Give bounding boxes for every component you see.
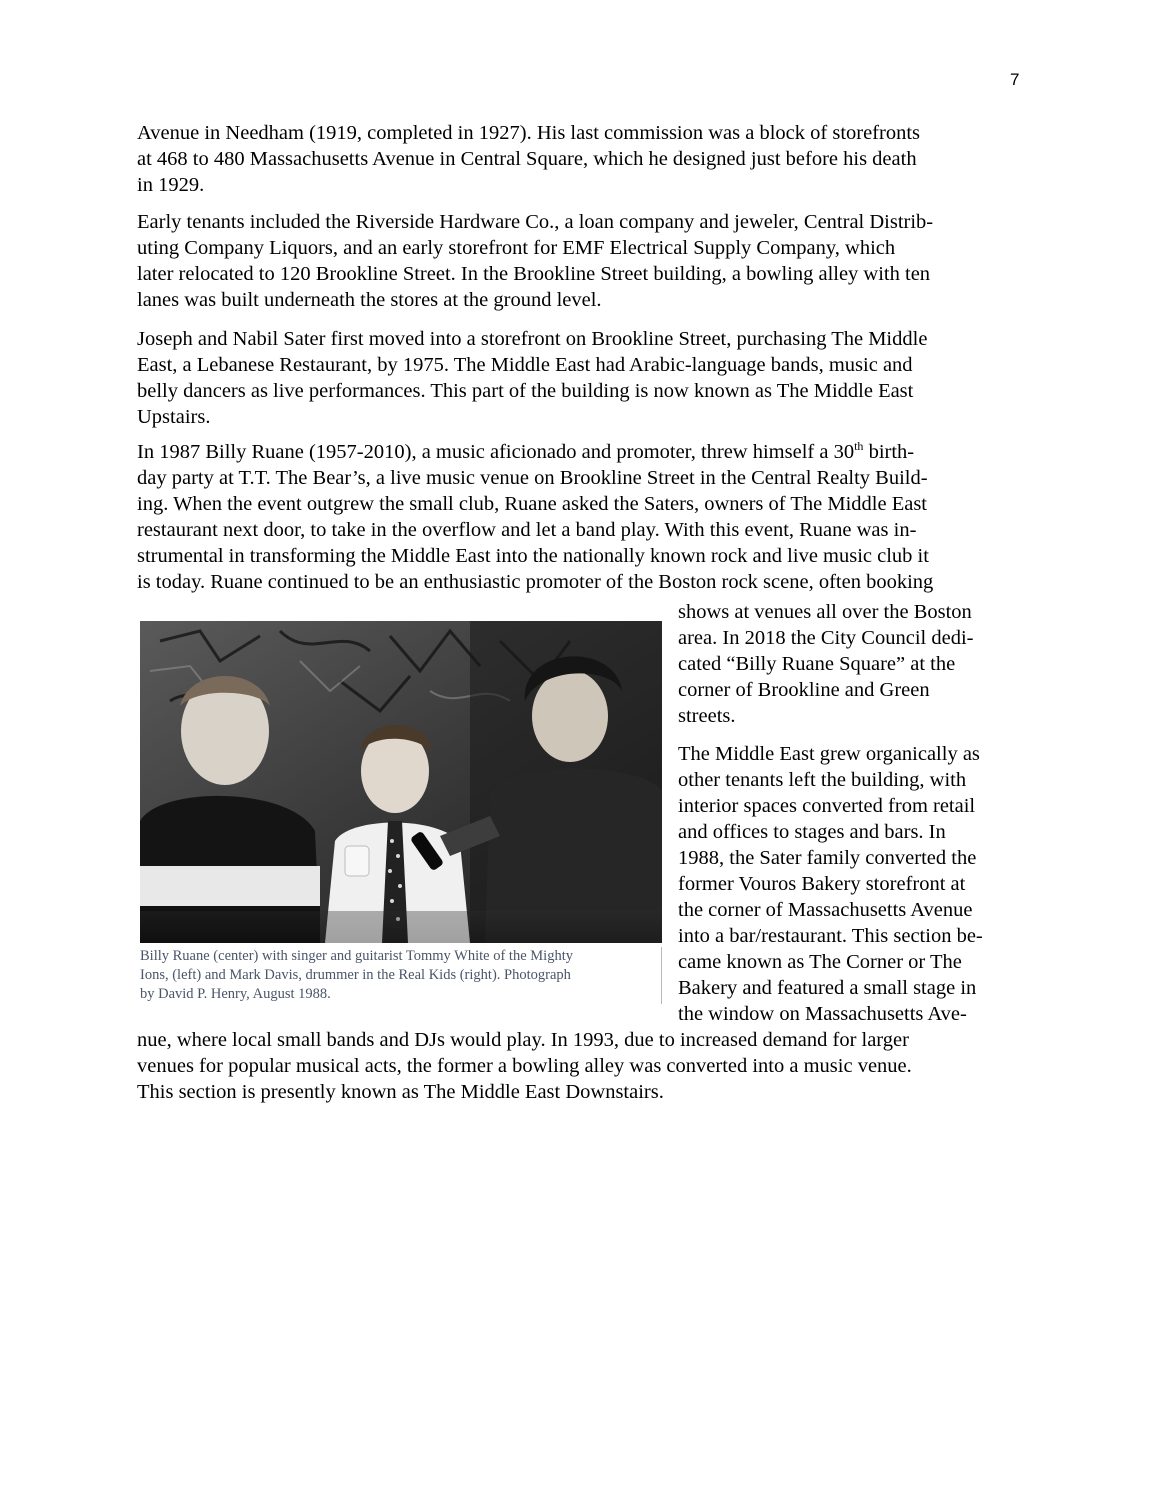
text-line: and offices to stages and bars. In (678, 821, 946, 843)
photo-caption (140, 947, 662, 1004)
paragraph-sater-family (137, 326, 1027, 430)
text-line: later relocated to 120 Brookline Street. In the Brookline Street building, a bowling alley with ten (137, 263, 931, 285)
photo-illustration (140, 621, 662, 943)
paragraph-middle-east-growth (678, 741, 1018, 1027)
text-line: Avenue in Needham (1919, completed in 1927). His last commission was a block of storefronts (137, 122, 921, 144)
text-line: shows at venues all over the Boston (678, 601, 972, 623)
caption-line: Ions, (left) and Mark Davis, drummer in the Real Kids (right). Photograph (140, 967, 571, 983)
text-line: strumental in transforming the Middle East into the nationally known rock and live music club it (137, 545, 929, 567)
text-line: 1988, the Sater family converted the (678, 847, 977, 869)
text-line: interior spaces converted from retail (678, 795, 976, 817)
text-line: streets. (678, 705, 736, 727)
paragraph-needham (137, 120, 1027, 198)
photo-figure (137, 618, 665, 1003)
text-line: Joseph and Nabil Sater first moved into a storefront on Brookline Street, purchasing The Middle (137, 328, 928, 350)
text-line: lanes was built underneath the stores at the ground level. (137, 289, 602, 311)
text-line (137, 439, 1027, 465)
photograph (140, 621, 662, 943)
text-line: East, a Lebanese Restaurant, by 1975. The Middle East had Arabic-language bands, music and (137, 354, 913, 376)
paragraph-early-tenants (137, 209, 1027, 313)
text-line: Bakery and featured a small stage in (678, 977, 977, 999)
caption-line: Billy Ruane (center) with singer and guitarist Tommy White of the Mighty (140, 948, 573, 964)
text-line: is today. Ruane continued to be an enthusiastic promoter of the Boston rock scene, often booking (137, 571, 934, 593)
text-line: in 1929. (137, 174, 205, 196)
text-line: ing. When the event outgrew the small club, Ruane asked the Saters, owners of The Middle East (137, 493, 928, 515)
text-line: into a bar/restaurant. This section be- (678, 925, 983, 947)
text-line: Upstairs. (137, 406, 211, 428)
text-line: nue, where local small bands and DJs would play. In 1993, due to increased demand for larger (137, 1029, 909, 1051)
text-line: other tenants left the building, with (678, 769, 967, 791)
text-line: venues for popular musical acts, the former a bowling alley was converted into a music venue. (137, 1055, 912, 1077)
text-line: restaurant next door, to take in the overflow and let a band play. With this event, Ruane was in- (137, 519, 917, 541)
text-line: The Middle East grew organically as (678, 743, 980, 765)
paragraph-billy-ruane-continued (678, 599, 1018, 729)
text-line: corner of Brookline and Green (678, 679, 930, 701)
text-line: came known as The Corner or The (678, 951, 962, 973)
text-line: cated “Billy Ruane Square” at the (678, 653, 956, 675)
text-segment: In 1987 Billy Ruane (1957-2010), a music aficionado and promoter, threw himself a 30 (137, 441, 855, 463)
text-line: Early tenants included the Riverside Hardware Co., a loan company and jeweler, Central Distrib- (137, 211, 934, 233)
text-line: area. In 2018 the City Council dedi- (678, 627, 974, 649)
text-line: belly dancers as live performances. This part of the building is now known as The Middle East (137, 380, 914, 402)
paragraph-billy-ruane (137, 439, 1027, 595)
text-line: This section is presently known as The Middle East Downstairs. (137, 1081, 664, 1103)
superscript: th (854, 439, 864, 454)
text-line: former Vouros Bakery storefront at (678, 873, 966, 895)
page-number: 7 (1010, 70, 1020, 89)
caption-line: by David P. Henry, August 1988. (140, 986, 331, 1002)
text-line: uting Company Liquors, and an early storefront for EMF Electrical Supply Company, which (137, 237, 896, 259)
text-line: the window on Massachusetts Ave- (678, 1003, 967, 1025)
text-line: the corner of Massachusetts Avenue (678, 899, 973, 921)
text-line: day party at T.T. The Bear’s, a live music venue on Brookline Street in the Central Realty Build- (137, 467, 928, 489)
paragraph-middle-east-growth-continued (137, 1027, 1027, 1105)
text-line: at 468 to 480 Massachusetts Avenue in Central Square, which he designed just before his death (137, 148, 917, 170)
text-segment: birth- (863, 441, 915, 463)
